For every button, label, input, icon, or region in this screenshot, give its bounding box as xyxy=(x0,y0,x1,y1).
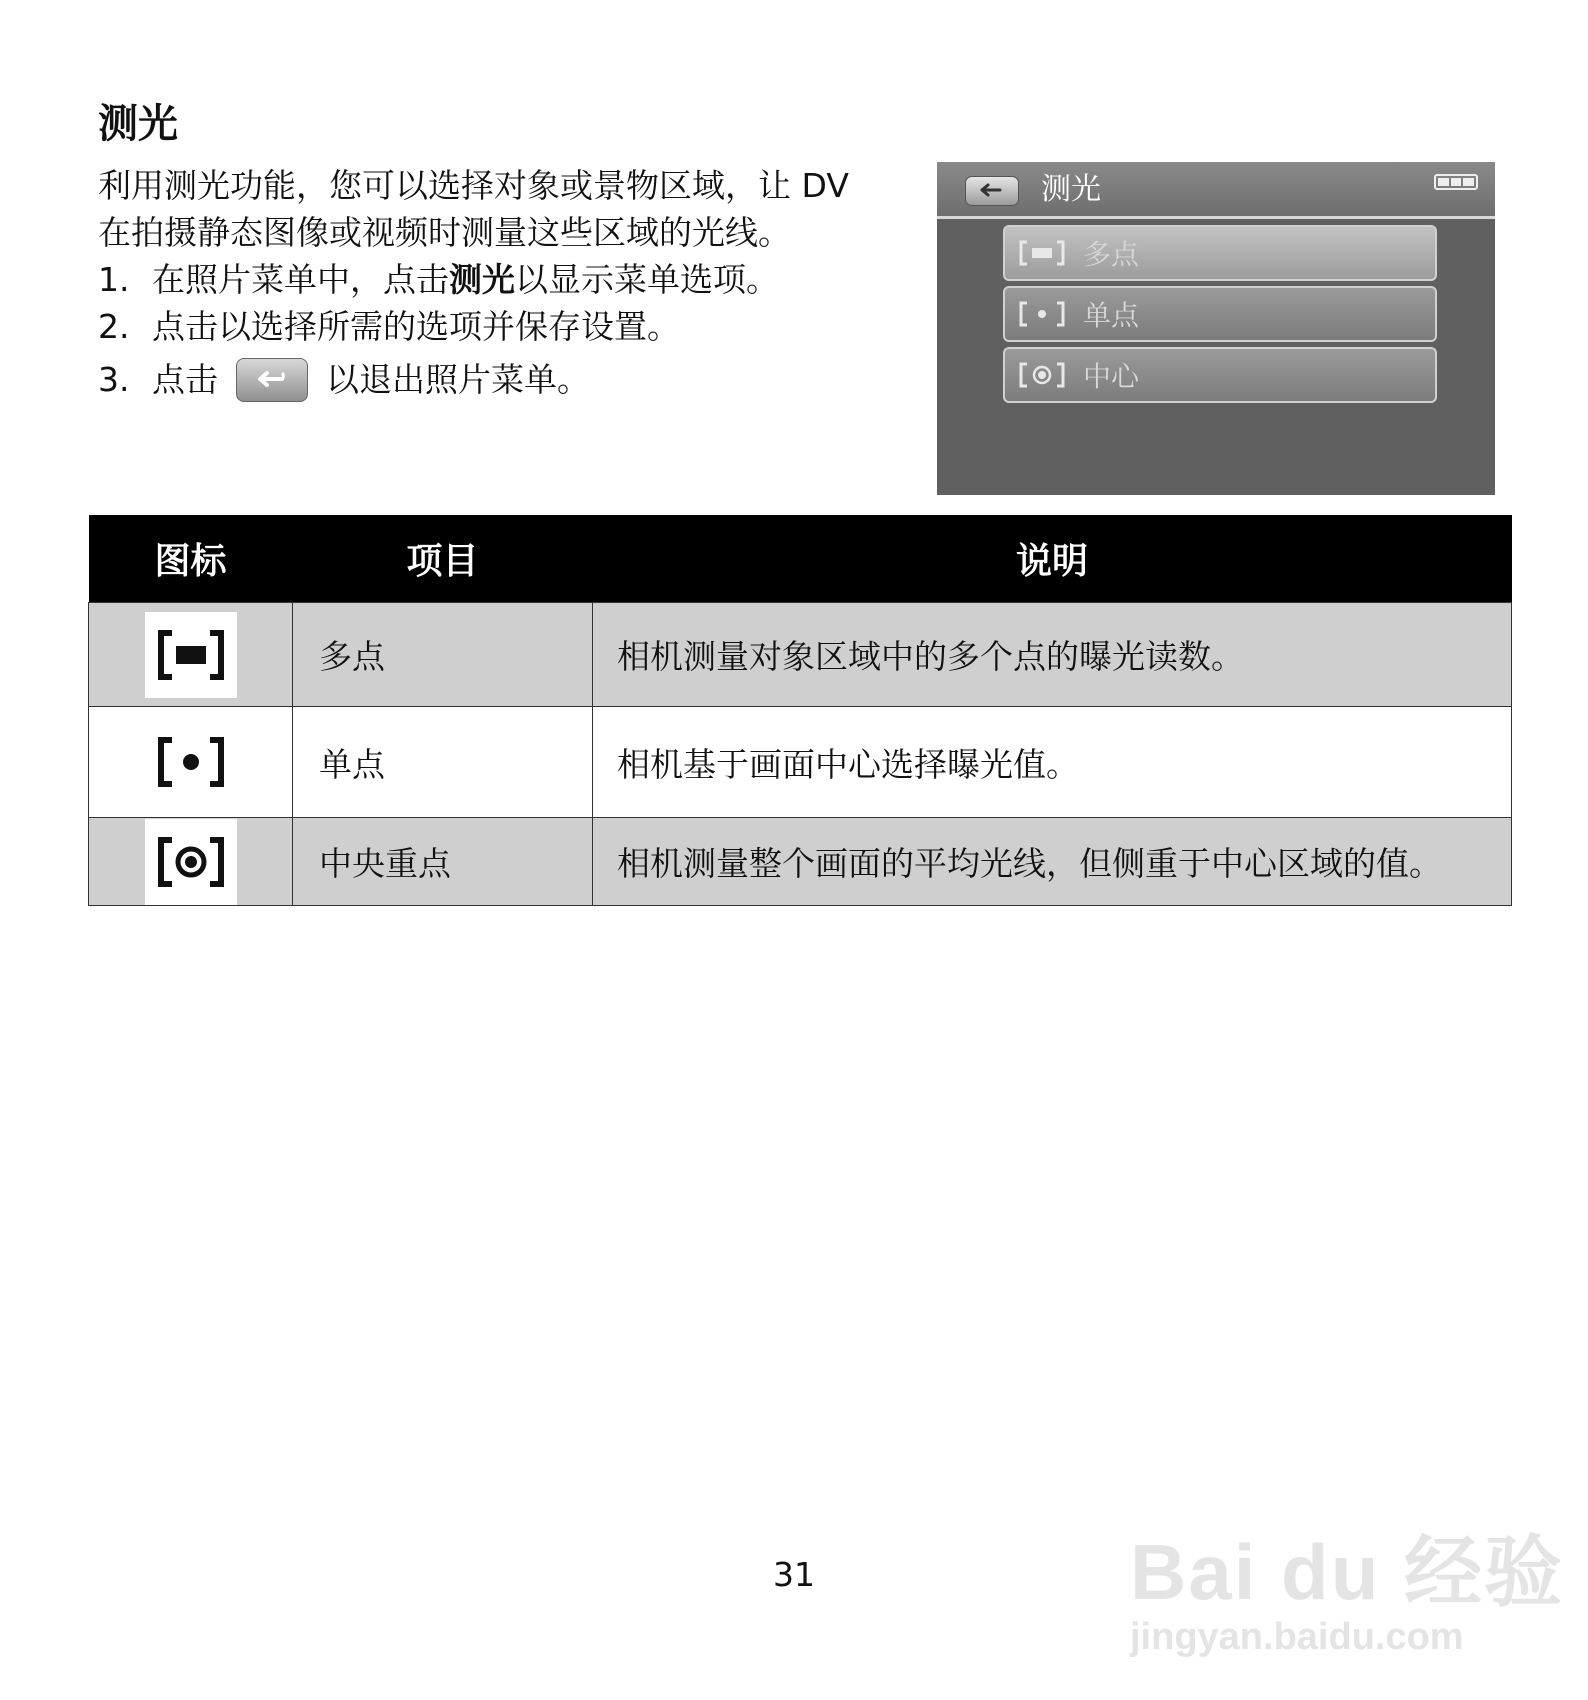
table-cell-desc: 相机测量整个画面的平均光线，但侧重于中心区域的值。 xyxy=(593,818,1512,906)
step-1 xyxy=(98,256,868,303)
step-number: 1. xyxy=(98,260,130,299)
step-number: 2. xyxy=(98,307,130,346)
camera-screen xyxy=(937,162,1495,495)
step-text-post: 以显示菜单选项。 xyxy=(515,260,779,299)
step-text: 点击以选择所需的选项并保存设置。 xyxy=(152,307,680,346)
table-cell-icon xyxy=(89,603,293,707)
table-cell-icon xyxy=(89,707,293,818)
table-row xyxy=(89,707,1512,818)
multi-point-metering-icon xyxy=(145,612,237,698)
table-header-row xyxy=(89,515,1512,603)
step-text-bold: 测光 xyxy=(449,260,515,299)
camera-screen-header xyxy=(937,162,1495,219)
page-number: 31 xyxy=(773,1555,815,1594)
metering-option-label: 多点 xyxy=(1083,238,1140,271)
center-weighted-metering-icon xyxy=(145,819,237,905)
camera-screen-title: 测光 xyxy=(1041,172,1101,207)
table-cell-desc: 相机测量对象区域中的多个点的曝光读数。 xyxy=(593,603,1512,707)
table-cell-desc: 相机基于画面中心选择曝光值。 xyxy=(593,707,1512,818)
multi-point-metering-icon xyxy=(1017,238,1067,268)
steps-list xyxy=(98,256,868,403)
table-cell-item: 多点 xyxy=(293,603,593,707)
back-button-icon xyxy=(236,358,308,402)
center-weighted-metering-icon xyxy=(1017,360,1067,390)
back-arrow-icon[interactable] xyxy=(965,176,1019,206)
table-row xyxy=(89,603,1512,707)
spot-metering-icon xyxy=(1017,299,1067,329)
spot-metering-icon xyxy=(145,719,237,805)
metering-option-label: 单点 xyxy=(1083,299,1140,332)
table-cell-icon xyxy=(89,818,293,906)
step-number: 3. xyxy=(98,360,130,399)
table-header-icon: 图标 xyxy=(89,515,293,603)
step-3 xyxy=(98,356,868,403)
metering-option-center[interactable] xyxy=(1003,347,1437,403)
battery-icon xyxy=(1434,174,1478,190)
step-text-pre: 点击 xyxy=(152,360,218,399)
metering-option-spot[interactable] xyxy=(1003,286,1437,342)
step-text-pre: 在照片菜单中，点击 xyxy=(152,260,449,299)
table-row xyxy=(89,818,1512,906)
watermark-url: jingyan.baidu.com xyxy=(1130,1616,1464,1658)
table-cell-item: 单点 xyxy=(293,707,593,818)
section-title: 测光 xyxy=(98,101,178,147)
table-header-desc: 说明 xyxy=(593,515,1512,603)
metering-option-multi[interactable] xyxy=(1003,225,1437,281)
metering-table xyxy=(88,515,1512,906)
step-text-post: 以退出照片菜单。 xyxy=(326,360,590,399)
table-cell-item: 中央重点 xyxy=(293,818,593,906)
watermark-brand: Bai du 经验 xyxy=(1130,1528,1565,1616)
watermark xyxy=(1130,1510,1564,1659)
intro-block xyxy=(98,162,868,403)
metering-option-label: 中心 xyxy=(1083,360,1140,393)
table-header-item: 项目 xyxy=(293,515,593,603)
intro-text: 利用测光功能，您可以选择对象或景物区域，让 DV 在拍摄静态图像或视频时测量这些区域的光线。 xyxy=(98,166,849,252)
step-2 xyxy=(98,303,868,350)
